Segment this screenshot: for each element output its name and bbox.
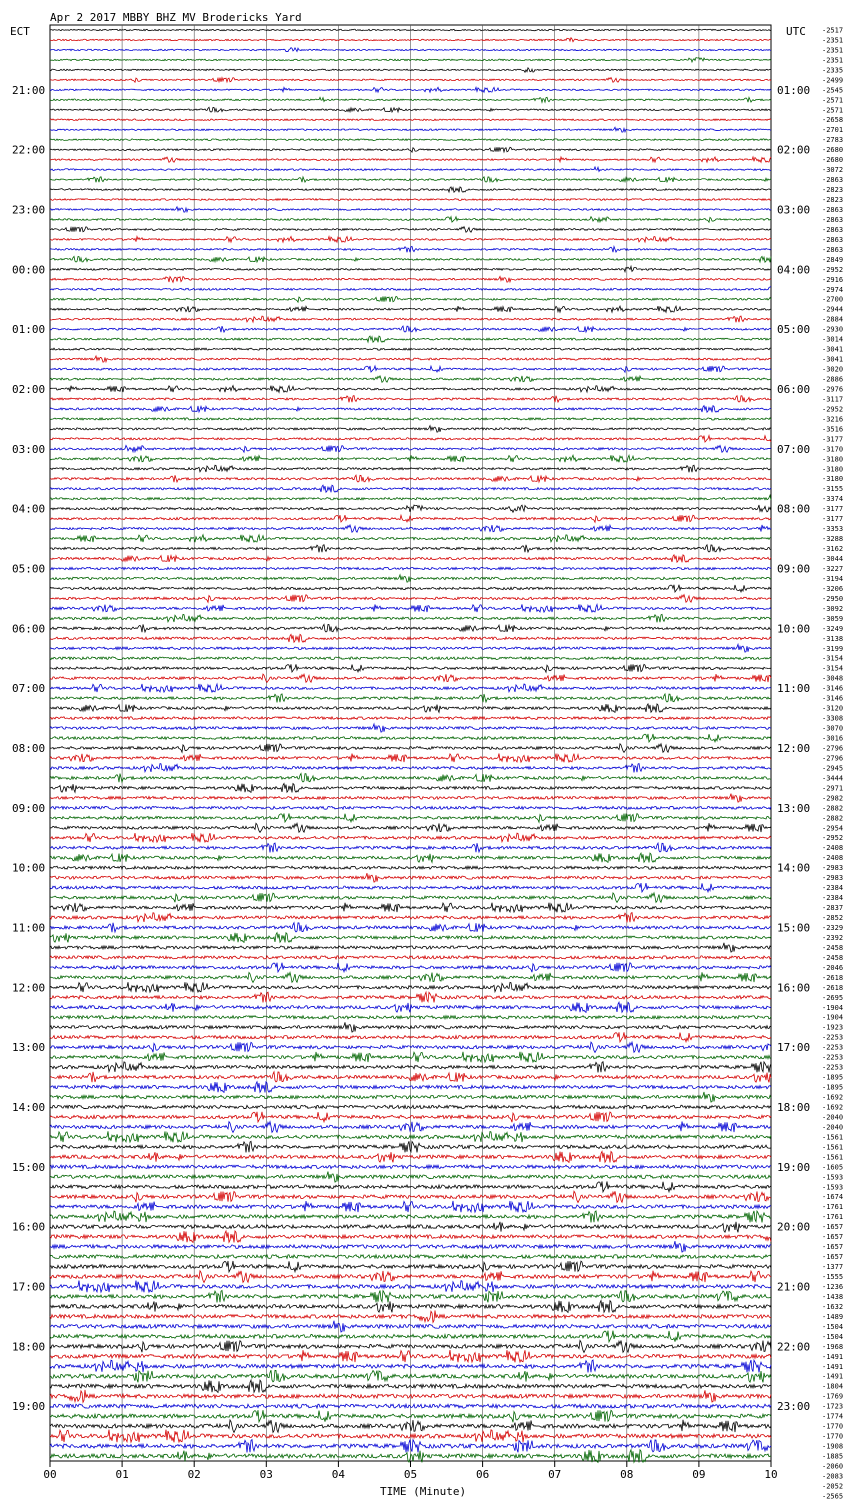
- row-offset-label: -2392: [822, 933, 844, 942]
- row-offset-label: -2700: [822, 295, 844, 304]
- left-time-label: 13:00: [12, 1041, 46, 1055]
- row-offset-label: -2950: [822, 594, 844, 603]
- left-time-labels: [12, 84, 45, 1413]
- row-offset-label: -3444: [822, 774, 844, 783]
- left-timezone-label: ECT: [10, 25, 30, 38]
- row-offset-label: -2680: [822, 156, 844, 165]
- right-time-label: 08:00: [777, 502, 811, 516]
- row-offset-label: -3249: [822, 624, 844, 633]
- row-offset-label: -1555: [822, 1273, 844, 1282]
- left-time-label: 08:00: [12, 741, 46, 755]
- row-offset-label: -1657: [822, 1243, 844, 1252]
- row-offset-label: -3155: [822, 485, 844, 494]
- right-time-label: 14:00: [777, 861, 811, 875]
- row-offset-label: -1593: [822, 1183, 844, 1192]
- row-offset-label: -2886: [822, 375, 844, 384]
- row-offset-label: -3180: [822, 465, 844, 474]
- row-offset-label: -3180: [822, 475, 844, 484]
- row-offset-label: -3216: [822, 415, 844, 424]
- row-offset-label: -2952: [822, 405, 844, 414]
- row-offset-label: -2863: [822, 205, 844, 214]
- row-offset-label: -3177: [822, 435, 844, 444]
- row-offset-label: -3041: [822, 345, 844, 354]
- row-offset-label: -1657: [822, 1253, 844, 1262]
- row-offset-label: -1895: [822, 1073, 844, 1082]
- row-offset-label: -3308: [822, 714, 844, 723]
- right-time-label: 12:00: [777, 741, 811, 755]
- row-offset-label: -1561: [822, 1133, 844, 1142]
- row-offset-label: -2618: [822, 983, 844, 992]
- right-time-label: 23:00: [777, 1400, 811, 1414]
- left-time-label: 11:00: [12, 921, 46, 935]
- left-time-label: 07:00: [12, 682, 46, 696]
- row-offset-label: -2351: [822, 46, 844, 55]
- x-tick-label: 09: [692, 1468, 706, 1481]
- row-offset-label: -2253: [822, 1063, 844, 1072]
- row-offset-label: -1770: [822, 1432, 844, 1441]
- left-time-label: 09:00: [12, 801, 46, 815]
- row-offset-label: -2351: [822, 56, 844, 65]
- row-offset-label: -2863: [822, 176, 844, 185]
- left-time-label: 23:00: [12, 203, 46, 217]
- right-time-label: 07:00: [777, 442, 811, 456]
- row-offset-label: -3177: [822, 505, 844, 514]
- x-tick-label: 00: [43, 1468, 57, 1481]
- left-time-label: 17:00: [12, 1280, 46, 1294]
- row-offset-label: -1674: [822, 1193, 844, 1202]
- x-tick-label: 05: [403, 1468, 418, 1481]
- x-tick-label: 10: [764, 1468, 778, 1481]
- row-offset-label: -2974: [822, 285, 844, 294]
- row-offset-label: -1438: [822, 1292, 844, 1301]
- row-offset-label: -1923: [822, 1023, 844, 1032]
- right-time-label: 05:00: [777, 323, 811, 337]
- row-offset-labels: [822, 26, 843, 1500]
- x-tick-label: 01: [115, 1468, 129, 1481]
- right-time-label: 04:00: [777, 263, 811, 277]
- row-offset-label: -2971: [822, 784, 844, 793]
- row-offset-label: -3016: [822, 734, 844, 743]
- row-offset-label: -3014: [822, 335, 844, 344]
- row-offset-label: -3162: [822, 545, 844, 554]
- row-offset-label: -2329: [822, 923, 844, 932]
- row-offset-label: -2253: [822, 1053, 844, 1062]
- row-offset-label: -2823: [822, 196, 844, 205]
- row-offset-label: -3070: [822, 724, 844, 733]
- left-time-label: 01:00: [12, 323, 46, 337]
- row-offset-label: -2499: [822, 76, 844, 85]
- row-offset-label: -1770: [822, 1422, 844, 1431]
- left-time-label: 22:00: [12, 143, 46, 157]
- right-time-label: 15:00: [777, 921, 811, 935]
- row-offset-label: -1885: [822, 1452, 844, 1461]
- row-offset-label: -1769: [822, 1392, 844, 1401]
- right-time-label: 10:00: [777, 622, 811, 636]
- row-offset-label: -2983: [822, 864, 844, 873]
- row-offset-label: -1657: [822, 1223, 844, 1232]
- row-offset-label: -2796: [822, 744, 844, 753]
- row-offset-label: -2040: [822, 1113, 844, 1122]
- row-offset-label: -3138: [822, 634, 844, 643]
- row-offset-label: -2680: [822, 146, 844, 155]
- row-offset-label: -1692: [822, 1103, 844, 1112]
- row-offset-label: -2458: [822, 943, 844, 952]
- row-offset-label: -3117: [822, 395, 844, 404]
- row-offset-label: -2040: [822, 1123, 844, 1132]
- row-offset-label: -1632: [822, 1302, 844, 1311]
- row-offset-label: -1593: [822, 1173, 844, 1182]
- left-time-label: 14:00: [12, 1100, 46, 1114]
- row-offset-label: -2060: [822, 1462, 844, 1471]
- row-offset-label: -1561: [822, 1143, 844, 1152]
- row-offset-label: -3180: [822, 455, 844, 464]
- row-offset-label: -2863: [822, 235, 844, 244]
- right-time-label: 19:00: [777, 1160, 811, 1174]
- row-offset-label: -2384: [822, 884, 844, 893]
- row-offset-label: -3170: [822, 445, 844, 454]
- row-offset-label: -1723: [822, 1402, 844, 1411]
- row-offset-label: -2823: [822, 186, 844, 195]
- row-offset-label: -3199: [822, 644, 844, 653]
- row-offset-label: -3154: [822, 664, 844, 673]
- row-offset-label: -3120: [822, 704, 844, 713]
- row-offset-label: -3516: [822, 425, 844, 434]
- left-time-label: 21:00: [12, 83, 46, 97]
- right-time-label: 02:00: [777, 143, 811, 157]
- row-offset-label: -1605: [822, 1163, 844, 1172]
- left-time-label: 19:00: [12, 1400, 46, 1414]
- row-offset-label: -2384: [822, 894, 844, 903]
- left-time-label: 00:00: [12, 263, 46, 277]
- row-offset-label: -2046: [822, 963, 844, 972]
- right-time-label: 11:00: [777, 682, 811, 696]
- left-time-label: 02:00: [12, 382, 46, 396]
- row-offset-label: -3041: [822, 355, 844, 364]
- row-offset-label: -2882: [822, 804, 844, 813]
- row-offset-label: -3020: [822, 365, 844, 374]
- row-offset-label: -1692: [822, 1093, 844, 1102]
- row-offset-label: -3288: [822, 535, 844, 544]
- right-time-label: 20:00: [777, 1220, 811, 1234]
- row-offset-label: -2408: [822, 854, 844, 863]
- left-time-label: 10:00: [12, 861, 46, 875]
- right-time-label: 01:00: [777, 83, 811, 97]
- x-tick-label: 06: [475, 1468, 490, 1481]
- right-timezone-label: UTC: [786, 25, 806, 38]
- row-offset-label: -1804: [822, 1382, 844, 1391]
- row-offset-label: -2701: [822, 126, 844, 135]
- row-offset-label: -3072: [822, 166, 844, 175]
- row-offset-label: -1491: [822, 1352, 844, 1361]
- row-offset-label: -3177: [822, 515, 844, 524]
- row-offset-label: -2952: [822, 265, 844, 274]
- right-time-label: 21:00: [777, 1280, 811, 1294]
- right-time-label: 22:00: [777, 1340, 811, 1354]
- row-offset-label: -1774: [822, 1412, 844, 1421]
- x-tick-label: 02: [187, 1468, 201, 1481]
- row-offset-label: -2976: [822, 385, 844, 394]
- row-offset-label: -1491: [822, 1362, 844, 1371]
- row-offset-label: -2052: [822, 1482, 844, 1491]
- row-offset-label: -2083: [822, 1472, 844, 1481]
- row-offset-label: -2930: [822, 325, 844, 334]
- row-offset-label: -1489: [822, 1312, 844, 1321]
- x-tick-label: 03: [259, 1468, 273, 1481]
- row-offset-label: -2796: [822, 754, 844, 763]
- row-offset-label: -2849: [822, 255, 844, 264]
- row-offset-label: -2571: [822, 96, 844, 105]
- row-offset-label: -2837: [822, 904, 844, 913]
- row-offset-label: -1377: [822, 1263, 844, 1272]
- row-offset-label: -2458: [822, 953, 844, 962]
- right-time-label: 17:00: [777, 1041, 811, 1055]
- row-offset-label: -3227: [822, 564, 844, 573]
- row-offset-label: -3044: [822, 555, 844, 564]
- row-offset-label: -1236: [822, 1282, 844, 1291]
- row-offset-label: -2408: [822, 844, 844, 853]
- row-offset-label: -3194: [822, 574, 844, 583]
- right-time-label: 09:00: [777, 562, 811, 576]
- row-offset-label: -2658: [822, 116, 844, 125]
- row-offset-label: -1504: [822, 1322, 844, 1331]
- chart-title: Apr 2 2017 MBBY BHZ MV Brodericks Yard: [50, 11, 302, 24]
- row-offset-label: -2618: [822, 973, 844, 982]
- row-offset-label: -2565: [822, 1492, 844, 1500]
- row-offset-label: -2882: [822, 814, 844, 823]
- row-offset-label: -2982: [822, 794, 844, 803]
- row-offset-label: -3146: [822, 694, 844, 703]
- x-tick-label: 07: [548, 1468, 562, 1481]
- left-time-label: 12:00: [12, 981, 46, 995]
- left-time-label: 06:00: [12, 622, 46, 636]
- row-offset-label: -2571: [822, 106, 844, 115]
- row-offset-label: -2852: [822, 914, 844, 923]
- x-tick-label: 08: [620, 1468, 634, 1481]
- row-offset-label: -2945: [822, 764, 844, 773]
- row-offset-label: -3154: [822, 654, 844, 663]
- row-offset-label: -2863: [822, 245, 844, 254]
- row-offset-label: -3059: [822, 614, 844, 623]
- row-offset-label: -1504: [822, 1332, 844, 1341]
- row-offset-label: -1761: [822, 1213, 844, 1222]
- left-time-label: 05:00: [12, 562, 46, 576]
- right-time-label: 06:00: [777, 382, 811, 396]
- row-offset-label: -2863: [822, 215, 844, 224]
- row-offset-label: -2916: [822, 275, 844, 284]
- row-offset-label: -3048: [822, 674, 844, 683]
- row-offset-label: -3374: [822, 495, 844, 504]
- row-offset-label: -1895: [822, 1083, 844, 1092]
- row-offset-label: -1904: [822, 1003, 844, 1012]
- row-offset-label: -1908: [822, 1442, 844, 1451]
- x-tick-label: 04: [331, 1468, 346, 1481]
- right-time-label: 13:00: [777, 801, 811, 815]
- x-axis-label: TIME (Minute): [380, 1485, 467, 1498]
- row-offset-label: -2695: [822, 993, 844, 1002]
- row-offset-label: -3146: [822, 684, 844, 693]
- row-offset-label: -3353: [822, 525, 844, 534]
- row-offset-label: -2783: [822, 136, 844, 145]
- row-offset-label: -2863: [822, 225, 844, 234]
- row-offset-label: -2884: [822, 315, 844, 324]
- row-offset-label: -2253: [822, 1043, 844, 1052]
- row-offset-label: -2944: [822, 305, 844, 314]
- row-offset-label: -2545: [822, 86, 844, 95]
- row-offset-label: -2253: [822, 1033, 844, 1042]
- row-offset-label: -1491: [822, 1372, 844, 1381]
- row-offset-label: -1561: [822, 1153, 844, 1162]
- right-time-label: 18:00: [777, 1100, 811, 1114]
- right-time-label: 03:00: [777, 203, 811, 217]
- row-offset-label: -3206: [822, 584, 844, 593]
- left-time-label: 03:00: [12, 442, 46, 456]
- row-offset-label: -3092: [822, 604, 844, 613]
- x-axis-ticks: [43, 1461, 777, 1481]
- row-offset-label: -2954: [822, 824, 844, 833]
- right-time-labels: [777, 84, 810, 1413]
- left-time-label: 04:00: [12, 502, 46, 516]
- row-offset-label: -1968: [822, 1342, 844, 1351]
- row-offset-label: -1904: [822, 1013, 844, 1022]
- row-offset-label: -2952: [822, 834, 844, 843]
- row-offset-label: -1761: [822, 1203, 844, 1212]
- row-offset-label: -2351: [822, 36, 844, 45]
- row-offset-label: -2983: [822, 874, 844, 883]
- row-offset-label: -2335: [822, 66, 844, 75]
- row-offset-label: -1657: [822, 1233, 844, 1242]
- left-time-label: 15:00: [12, 1160, 46, 1174]
- row-offset-label: -2517: [822, 26, 844, 35]
- left-time-label: 16:00: [12, 1220, 46, 1234]
- right-time-label: 16:00: [777, 981, 811, 995]
- left-time-label: 18:00: [12, 1340, 46, 1354]
